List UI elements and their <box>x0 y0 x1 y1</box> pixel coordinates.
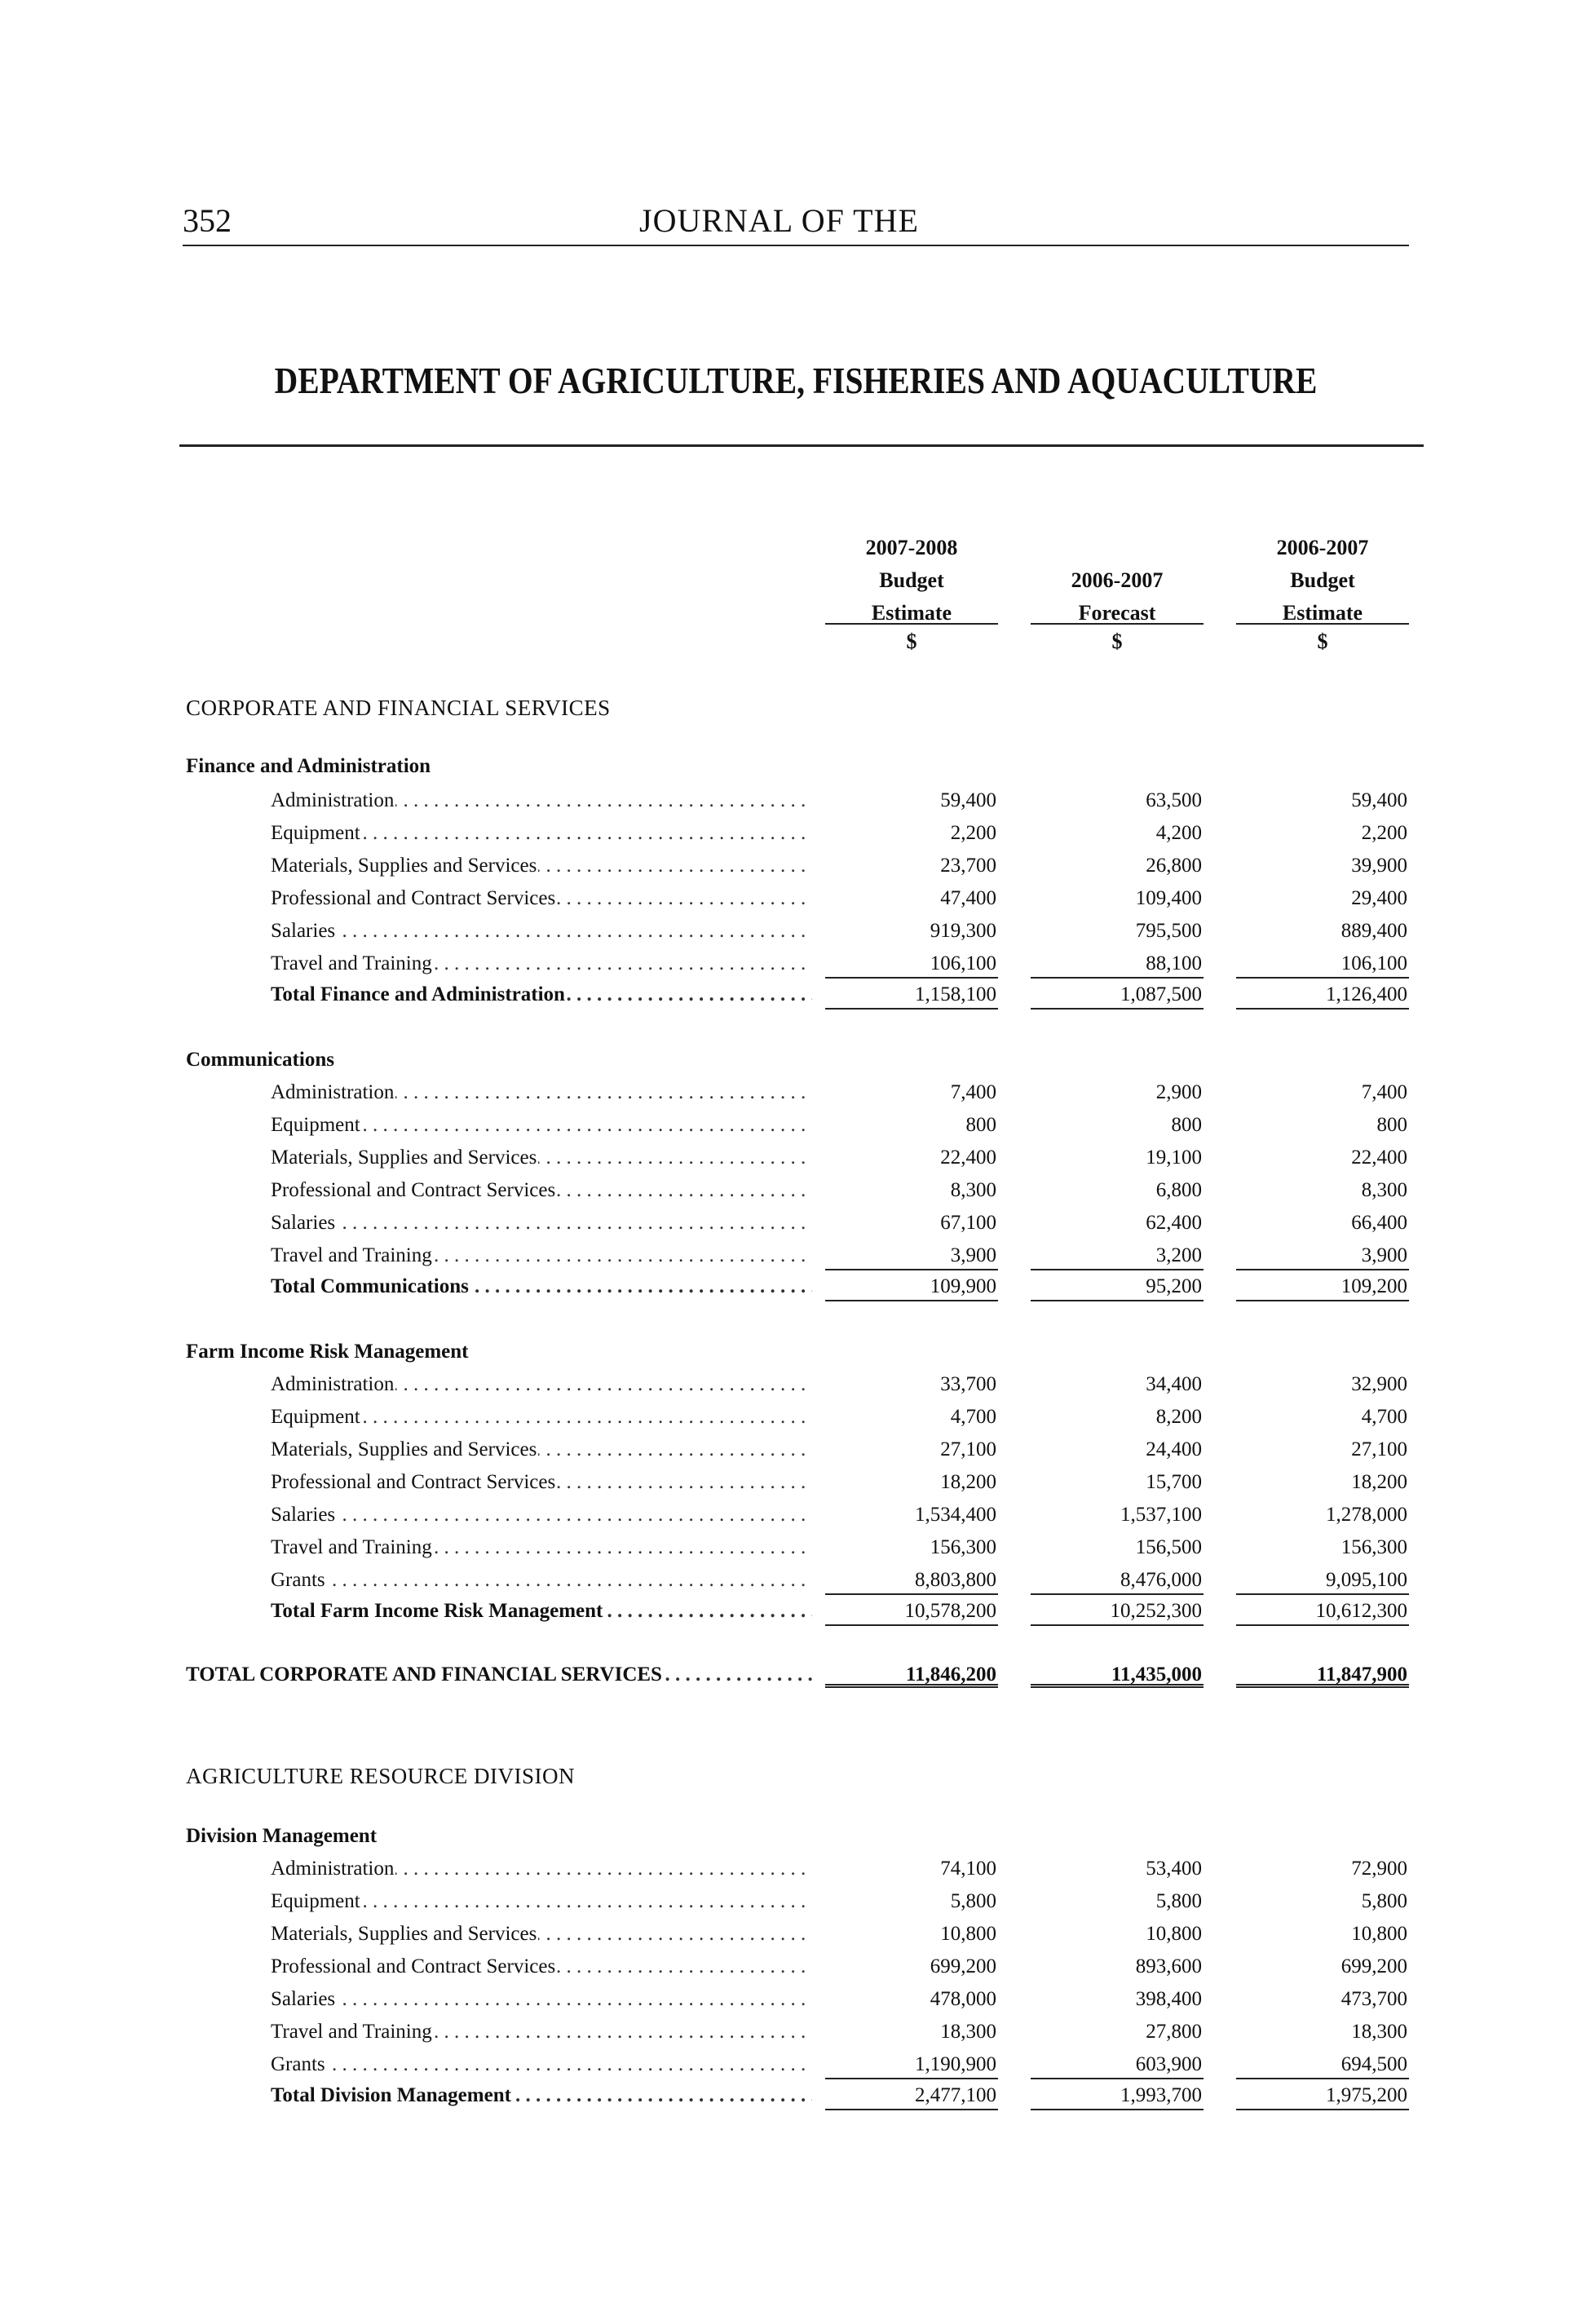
row-label <box>271 1401 812 1434</box>
cell-value: 893,600 <box>1135 1955 1202 1977</box>
row-label-text: Total Communications <box>271 1275 469 1297</box>
page-number: 352 <box>183 202 232 239</box>
row-label-text: Salaries <box>271 1212 336 1234</box>
cell-value: 1,087,500 <box>1031 979 1204 1010</box>
row-label-text: Travel and Training <box>271 2021 432 2043</box>
column-header-line: Estimate <box>871 601 952 625</box>
cell-value: 3,900 <box>1236 1239 1409 1270</box>
cell-value: 27,100 <box>1351 1438 1407 1460</box>
cell-value: 39,900 <box>1351 855 1407 877</box>
row-label <box>271 2016 812 2048</box>
row-label <box>271 1109 812 1142</box>
cell-value: 4,700 <box>1361 1406 1407 1428</box>
table-row <box>0 1531 1590 1564</box>
row-label-text: Professional and Contract Services <box>271 1179 556 1201</box>
row-label-text: Travel and Training <box>271 952 432 974</box>
cell-value: 10,800 <box>1351 1923 1407 1945</box>
cell-value: 10,578,200 <box>825 1595 998 1626</box>
cell-value: 10,252,300 <box>1031 1595 1204 1626</box>
table-row <box>0 2048 1590 2081</box>
cell-value: 398,400 <box>1135 1988 1202 2010</box>
table-row <box>0 1466 1590 1499</box>
row-label-text: Administration <box>271 789 395 811</box>
cell-value: 5,800 <box>950 1890 996 1912</box>
row-label-text: Total Finance and Administration <box>271 983 565 1005</box>
cell-value: 156,300 <box>930 1536 996 1558</box>
column-header-line: Estimate <box>1282 601 1363 625</box>
cell-value: 59,400 <box>1351 789 1407 811</box>
cell-value: 2,200 <box>1361 822 1407 844</box>
row-label-text: Total Farm Income Risk Management <box>271 1600 603 1622</box>
total-row <box>0 1595 1590 1628</box>
table-row <box>0 948 1590 980</box>
cell-value: 2,900 <box>1155 1081 1202 1103</box>
cell-value: 23,700 <box>940 855 996 877</box>
cell-value: 9,095,100 <box>1236 1564 1409 1595</box>
group-heading-label: Communications <box>186 1049 334 1071</box>
row-label <box>271 784 812 817</box>
cell-value: 7,400 <box>1361 1081 1407 1103</box>
row-label-text: Administration <box>271 1858 395 1880</box>
cell-value: 7,400 <box>950 1081 996 1103</box>
group-heading <box>0 1044 1590 1076</box>
cell-value: 106,100 <box>1236 948 1409 979</box>
table-row <box>0 1434 1590 1466</box>
cell-value: 33,700 <box>940 1373 996 1395</box>
group-heading-label: Division Management <box>186 1825 378 1847</box>
row-label <box>271 1595 812 1628</box>
cell-value: 95,200 <box>1031 1270 1204 1301</box>
row-label <box>271 1564 812 1597</box>
cell-value: 1,534,400 <box>915 1504 996 1526</box>
cell-value: 6,800 <box>1155 1179 1202 1201</box>
section-heading-label: CORPORATE AND FINANCIAL SERVICES <box>186 696 611 720</box>
row-label-text: Total Division Management <box>271 2084 511 2106</box>
row-label-text: Travel and Training <box>271 1244 432 1266</box>
cell-value: 27,800 <box>1146 2021 1202 2043</box>
row-label <box>271 882 812 915</box>
row-label-text: Administration <box>271 1373 395 1395</box>
cell-value: 800 <box>1171 1114 1202 1136</box>
row-label-text: Materials, Supplies and Services <box>271 1438 537 1460</box>
row-label-text: TOTAL CORPORATE AND FINANCIAL SERVICES <box>186 1663 662 1686</box>
table-row <box>0 784 1590 817</box>
total-row <box>0 979 1590 1011</box>
cell-value: 59,400 <box>940 789 996 811</box>
cell-value: 18,300 <box>940 2021 996 2043</box>
row-label <box>271 1885 812 1918</box>
cell-value: 800 <box>965 1114 996 1136</box>
cell-value: 18,300 <box>1351 2021 1407 2043</box>
cell-value: 10,612,300 <box>1236 1595 1409 1626</box>
cell-value: 699,200 <box>930 1955 996 1977</box>
row-label-text: Equipment <box>271 1406 360 1428</box>
row-label-text: Professional and Contract Services <box>271 887 556 909</box>
cell-value: 478,000 <box>930 1988 996 2010</box>
cell-value: 1,975,200 <box>1236 2079 1409 2110</box>
row-label <box>271 948 812 980</box>
table-row <box>0 1207 1590 1239</box>
cell-value: 8,200 <box>1155 1406 1202 1428</box>
row-label-text: Travel and Training <box>271 1536 432 1558</box>
table-row <box>0 1368 1590 1401</box>
cell-value: 53,400 <box>1146 1858 1202 1880</box>
table-row <box>0 1983 1590 2016</box>
row-label <box>271 1499 812 1531</box>
table-row <box>0 1109 1590 1142</box>
cell-value: 699,200 <box>1340 1955 1407 1977</box>
row-label-text: Equipment <box>271 822 360 844</box>
row-label-text: Materials, Supplies and Services <box>271 855 537 877</box>
row-label-text: Salaries <box>271 1988 336 2010</box>
row-label <box>271 979 812 1011</box>
column-header-line: 2006-2007 <box>1276 536 1369 559</box>
cell-value: 26,800 <box>1146 855 1202 877</box>
cell-value: 919,300 <box>930 920 996 942</box>
row-label-text: Equipment <box>271 1114 360 1136</box>
currency-label: $ <box>1317 630 1328 653</box>
cell-value: 109,400 <box>1135 887 1202 909</box>
row-label <box>271 1174 812 1207</box>
cell-value: 2,477,100 <box>825 2079 998 2110</box>
cell-value: 473,700 <box>1340 1988 1407 2010</box>
cell-value: 27,100 <box>940 1438 996 1460</box>
cell-value: 109,200 <box>1236 1270 1409 1301</box>
cell-value: 603,900 <box>1031 2048 1204 2079</box>
cell-value: 5,800 <box>1361 1890 1407 1912</box>
cell-value: 156,300 <box>1340 1536 1407 1558</box>
column-header-line: 2007-2008 <box>865 536 958 559</box>
row-label <box>271 1076 812 1109</box>
cell-value: 67,100 <box>940 1212 996 1234</box>
row-label <box>271 1434 812 1466</box>
table-row <box>0 1853 1590 1885</box>
table-row <box>0 2016 1590 2048</box>
group-heading <box>0 1336 1590 1368</box>
cell-value: 63,500 <box>1146 789 1202 811</box>
column-header-line: Budget <box>1290 568 1355 592</box>
cell-value: 8,300 <box>1361 1179 1407 1201</box>
grand-total-row <box>0 1659 1590 1691</box>
row-label <box>271 850 812 882</box>
column-header-line: Forecast <box>1078 601 1156 625</box>
row-label <box>271 1239 812 1272</box>
row-label-text: Salaries <box>271 920 336 942</box>
row-label-text: Equipment <box>271 1890 360 1912</box>
group-heading <box>0 750 1590 783</box>
cell-value: 11,846,200 <box>825 1659 998 1688</box>
row-label <box>271 1207 812 1239</box>
table-row <box>0 1174 1590 1207</box>
row-label <box>271 1368 812 1401</box>
cell-value: 694,500 <box>1236 2048 1409 2079</box>
row-label-text: Administration <box>271 1081 395 1103</box>
department-title: DEPARTMENT OF AGRICULTURE, FISHERIES AND AQUACULTURE <box>274 360 1318 401</box>
group-heading-label: Farm Income Risk Management <box>186 1341 469 1363</box>
cell-value: 109,900 <box>825 1270 998 1301</box>
table-row <box>0 1951 1590 1983</box>
row-label <box>271 1142 812 1174</box>
table-row <box>0 1885 1590 1918</box>
cell-value: 29,400 <box>1351 887 1407 909</box>
cell-value: 1,190,900 <box>825 2048 998 2079</box>
cell-value: 88,100 <box>1031 948 1204 979</box>
cell-value: 74,100 <box>940 1858 996 1880</box>
cell-value: 18,200 <box>940 1471 996 1493</box>
cell-value: 32,900 <box>1351 1373 1407 1395</box>
cell-value: 72,900 <box>1351 1858 1407 1880</box>
table-row <box>0 1142 1590 1174</box>
cell-value: 4,700 <box>950 1406 996 1428</box>
cell-value: 66,400 <box>1351 1212 1407 1234</box>
cell-value: 800 <box>1376 1114 1407 1136</box>
row-label-text: Professional and Contract Services <box>271 1471 556 1493</box>
cell-value: 15,700 <box>1146 1471 1202 1493</box>
total-row <box>0 2079 1590 2112</box>
cell-value: 4,200 <box>1155 822 1202 844</box>
row-label <box>271 1983 812 2016</box>
table-row <box>0 1499 1590 1531</box>
section-heading <box>0 691 1590 724</box>
row-label <box>271 915 812 948</box>
group-heading <box>0 1820 1590 1853</box>
table-row <box>0 1564 1590 1597</box>
row-label-text: Grants <box>271 1569 325 1591</box>
cell-value: 10,800 <box>1146 1923 1202 1945</box>
currency-label: $ <box>1111 630 1123 653</box>
cell-value: 1,126,400 <box>1236 979 1409 1010</box>
cell-value: 62,400 <box>1146 1212 1202 1234</box>
row-label-text: Materials, Supplies and Services <box>271 1147 537 1169</box>
row-label <box>271 1951 812 1983</box>
column-header-line: Budget <box>879 568 944 592</box>
cell-value: 106,100 <box>825 948 998 979</box>
cell-value: 11,435,000 <box>1031 1659 1204 1688</box>
cell-value: 2,200 <box>950 822 996 844</box>
table-row <box>0 882 1590 915</box>
cell-value: 1,537,100 <box>1120 1504 1202 1526</box>
row-label <box>271 1270 812 1303</box>
cell-value: 18,200 <box>1351 1471 1407 1493</box>
section-heading <box>0 1760 1590 1792</box>
row-label-text: Salaries <box>271 1504 336 1526</box>
section-heading-label: AGRICULTURE RESOURCE DIVISION <box>186 1764 576 1788</box>
column-header-line: 2006-2007 <box>1071 568 1164 592</box>
row-label <box>271 817 812 850</box>
row-label-text: Professional and Contract Services <box>271 1955 556 1977</box>
table-row <box>0 1076 1590 1109</box>
row-label <box>271 1918 812 1951</box>
cell-value: 22,400 <box>1351 1147 1407 1169</box>
cell-value: 47,400 <box>940 887 996 909</box>
cell-value: 1,158,100 <box>825 979 998 1010</box>
row-label-text: Materials, Supplies and Services <box>271 1923 537 1945</box>
row-label <box>271 1531 812 1564</box>
cell-value: 34,400 <box>1146 1373 1202 1395</box>
row-label <box>271 1853 812 1885</box>
cell-value: 156,500 <box>1135 1536 1202 1558</box>
cell-value: 5,800 <box>1155 1890 1202 1912</box>
table-row <box>0 1401 1590 1434</box>
row-label <box>271 2048 812 2081</box>
row-label <box>271 1466 812 1499</box>
row-label-text: Grants <box>271 2053 325 2075</box>
journal-title: JOURNAL OF THE <box>639 202 919 239</box>
cell-value: 8,300 <box>950 1179 996 1201</box>
cell-value: 22,400 <box>940 1147 996 1169</box>
cell-value: 1,993,700 <box>1031 2079 1204 2110</box>
cell-value: 24,400 <box>1146 1438 1202 1460</box>
cell-value: 8,476,000 <box>1031 1564 1204 1595</box>
cell-value: 3,200 <box>1031 1239 1204 1270</box>
cell-value: 11,847,900 <box>1236 1659 1409 1688</box>
table-row <box>0 1239 1590 1272</box>
cell-value: 795,500 <box>1135 920 1202 942</box>
cell-value: 8,803,800 <box>825 1564 998 1595</box>
cell-value: 19,100 <box>1146 1147 1202 1169</box>
cell-value: 3,900 <box>825 1239 998 1270</box>
table-row <box>0 850 1590 882</box>
cell-value: 1,278,000 <box>1326 1504 1407 1526</box>
group-heading-label: Finance and Administration <box>186 755 431 777</box>
table-row <box>0 817 1590 850</box>
cell-value: 889,400 <box>1340 920 1407 942</box>
table-row <box>0 1918 1590 1951</box>
table-row <box>0 915 1590 948</box>
currency-label: $ <box>906 630 917 653</box>
row-label <box>271 2079 812 2112</box>
row-label <box>186 1659 812 1691</box>
total-row <box>0 1270 1590 1303</box>
cell-value: 10,800 <box>940 1923 996 1945</box>
